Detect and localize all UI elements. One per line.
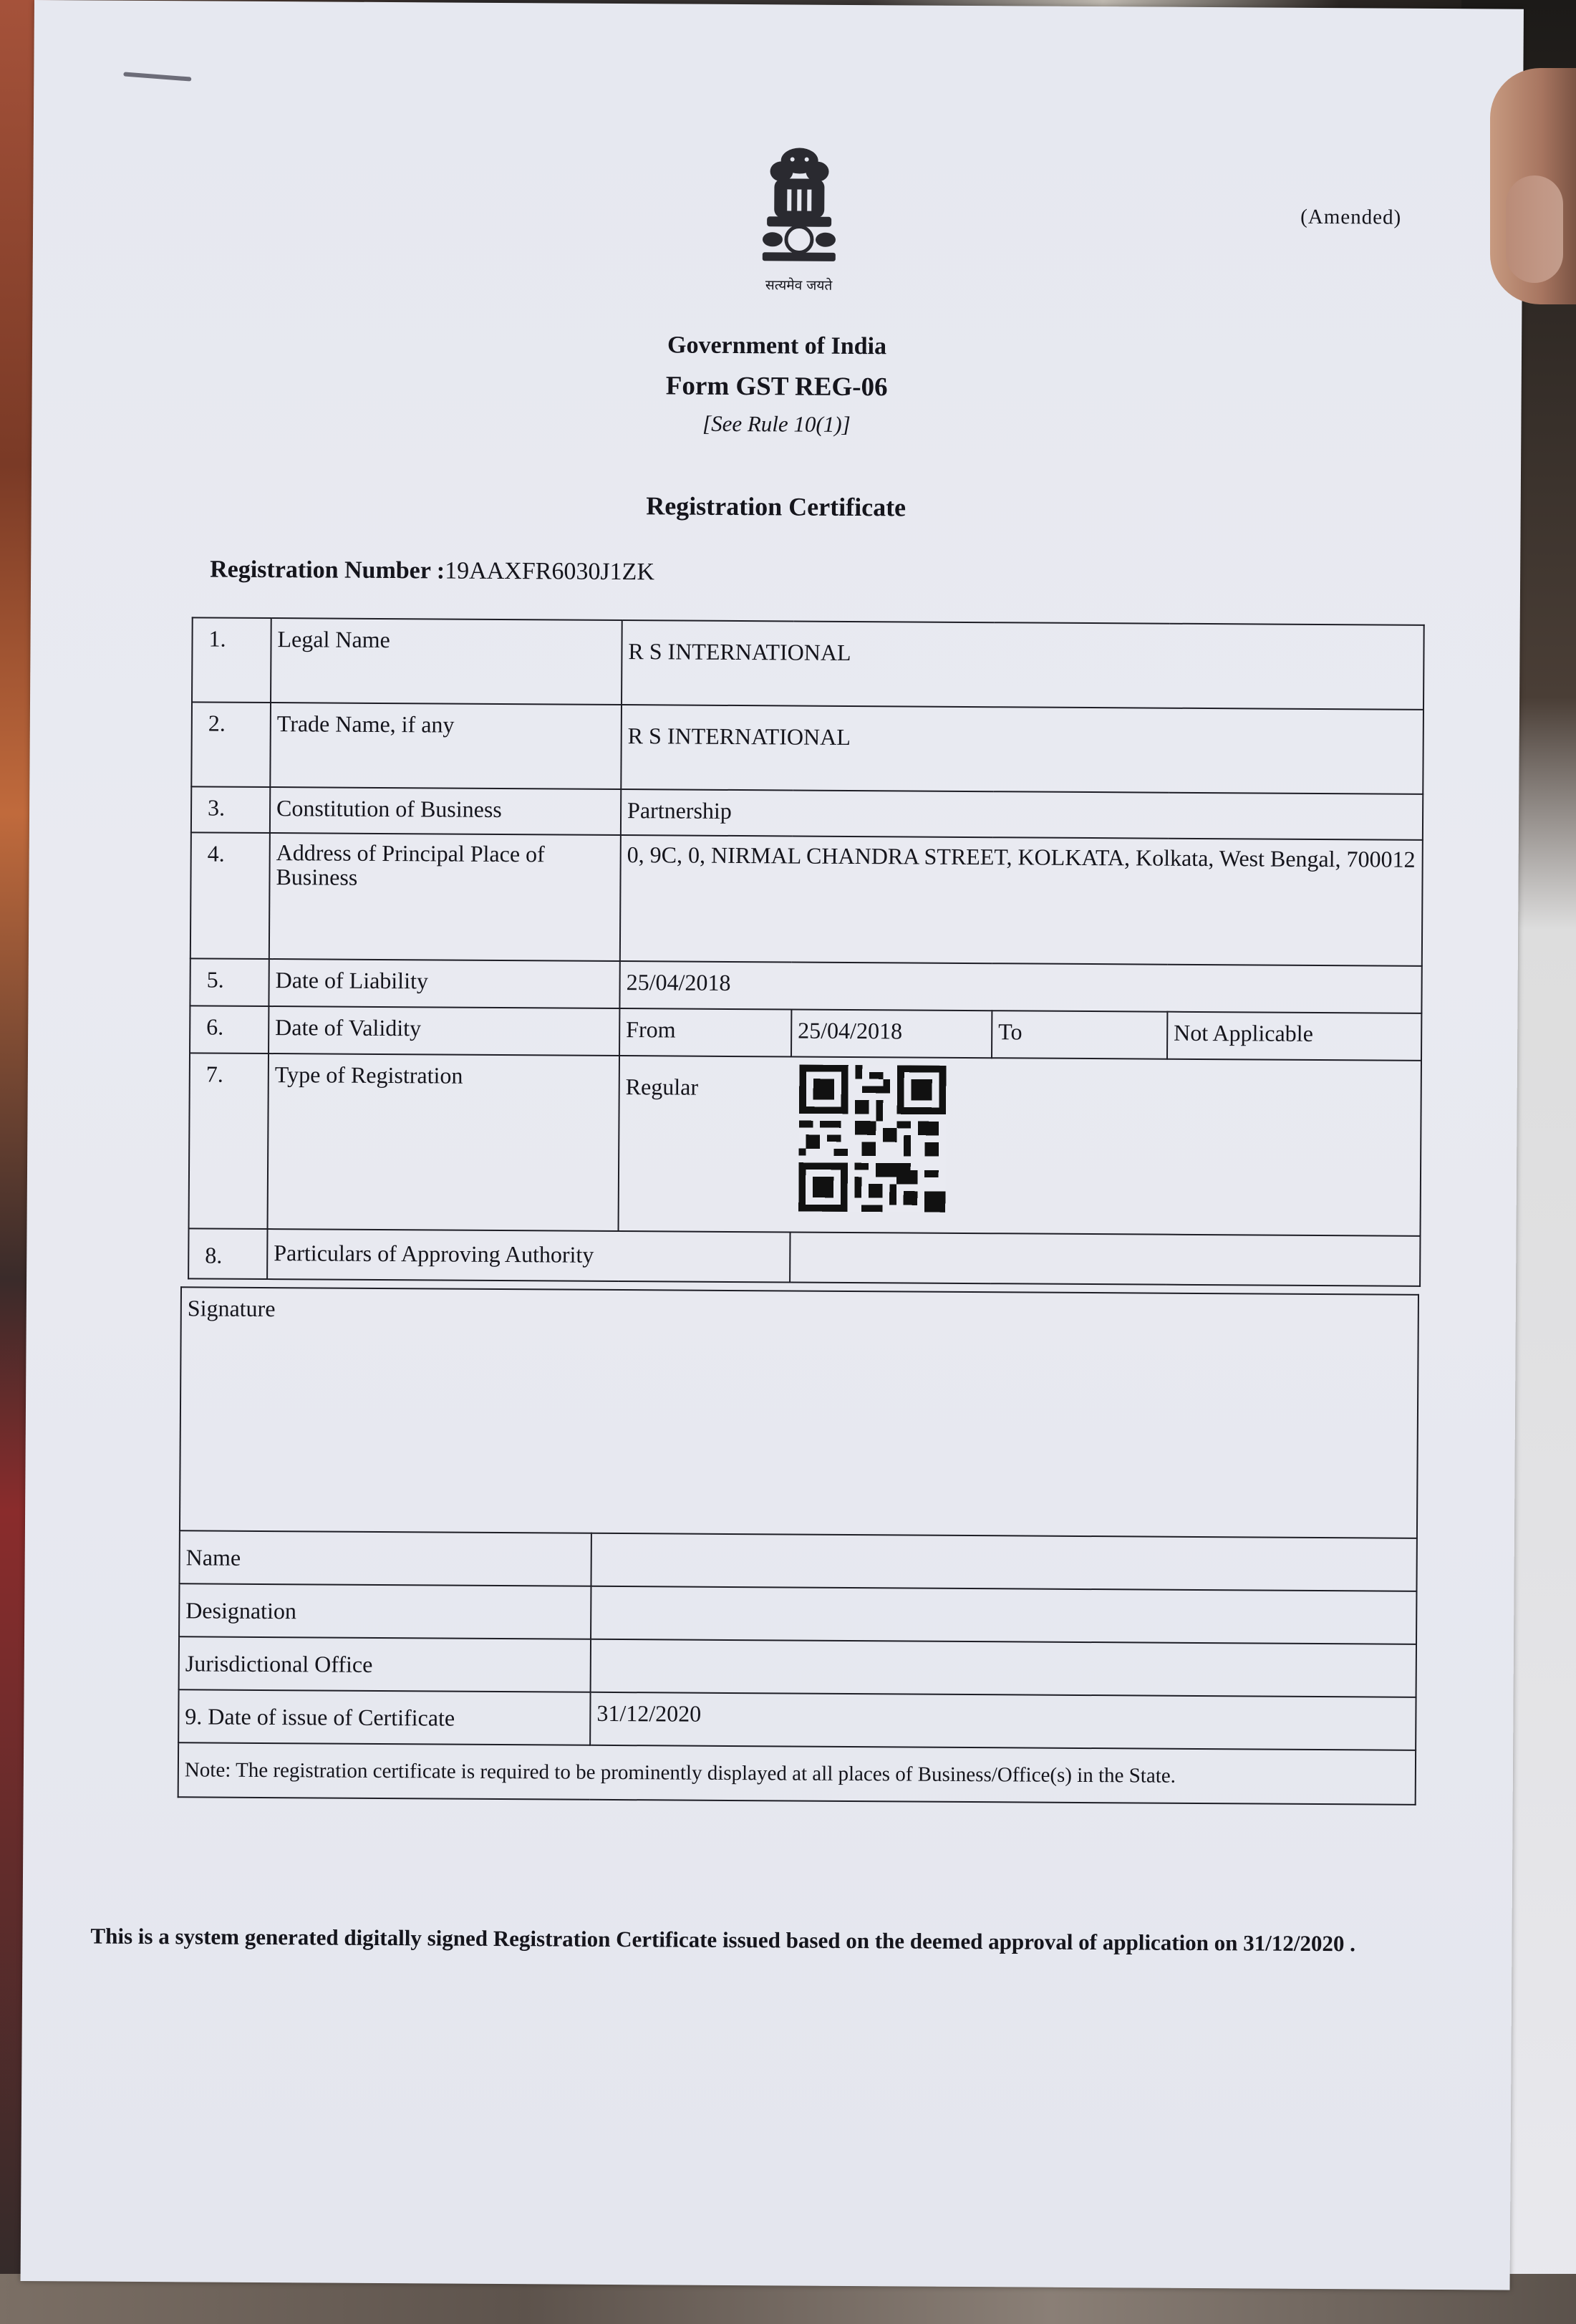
registration-type-value: Regular — [625, 1074, 699, 1100]
issue-date-value: 31/12/2020 — [590, 1692, 1416, 1750]
table-row — [178, 1689, 1416, 1750]
row-label: Address of Principal Place of Business — [269, 833, 621, 961]
name-label: Name — [179, 1530, 591, 1586]
row-number: 3. — [191, 786, 270, 833]
name-value — [591, 1533, 1416, 1591]
table-row — [189, 1053, 1421, 1236]
table-row — [191, 702, 1423, 794]
row-number: 1. — [192, 617, 271, 703]
constitution-value: Partnership — [621, 789, 1423, 840]
validity-to-label: To — [992, 1011, 1167, 1059]
thumb-nail — [1506, 175, 1563, 283]
row-label: Type of Registration — [268, 1053, 619, 1231]
validity-from-label: From — [619, 1008, 791, 1056]
table-row — [190, 1006, 1421, 1061]
row-number: 2. — [191, 702, 271, 787]
qr-code-icon — [797, 1065, 948, 1212]
signature-label: Signature — [180, 1287, 1418, 1538]
validity-from-value: 25/04/2018 — [791, 1009, 992, 1058]
row-number: 5. — [190, 958, 269, 1006]
registration-number-label: Registration Number : — [210, 556, 445, 584]
registration-number-row — [210, 556, 654, 587]
table-row — [191, 786, 1423, 840]
table-row — [179, 1636, 1416, 1697]
table-row — [179, 1530, 1416, 1591]
signature-row — [180, 1287, 1418, 1538]
jurisdiction-value — [591, 1639, 1416, 1697]
validity-to-value: Not Applicable — [1167, 1012, 1421, 1061]
form-name: Form GST REG-06 — [665, 371, 888, 402]
registration-details-table — [188, 617, 1425, 1287]
row-label: Constitution of Business — [270, 787, 621, 835]
table-row — [192, 617, 1424, 710]
note-row — [178, 1742, 1416, 1805]
rule-reference: [See Rule 10(1)] — [702, 410, 851, 437]
row-label: Date of Liability — [269, 959, 619, 1008]
table-row — [179, 1583, 1416, 1644]
designation-label: Designation — [179, 1583, 591, 1639]
authority-table — [178, 1286, 1419, 1805]
trade-name-value: R S INTERNATIONAL — [621, 705, 1423, 794]
approving-authority-value — [790, 1232, 1420, 1286]
table-row — [190, 832, 1423, 966]
liability-date-value: 25/04/2018 — [619, 961, 1421, 1013]
legal-name-value: R S INTERNATIONAL — [622, 620, 1424, 710]
display-note: Note: The registration certificate is required to be prominently displayed at all places of Business/Office(s) in the State. — [178, 1742, 1416, 1805]
issue-date-label: 9. Date of issue of Certificate — [178, 1689, 590, 1745]
hand-thumb — [1490, 68, 1576, 304]
certificate-paper — [21, 0, 1524, 2290]
row-label: Particulars of Approving Authority — [267, 1229, 790, 1282]
national-emblem-icon — [753, 139, 846, 276]
amended-label: (Amended) — [1300, 205, 1402, 229]
row-number: 4. — [190, 832, 270, 959]
designation-value — [591, 1586, 1416, 1644]
row-number: 6. — [190, 1006, 269, 1053]
table-row — [190, 958, 1421, 1013]
footer-statement: This is a system generated digitally signed Registration Certificate issued based on the deemed approval of application on 31/12/2020 . — [90, 1923, 1356, 1957]
row-number: 7. — [189, 1053, 269, 1229]
certificate-title: Registration Certificate — [646, 491, 907, 522]
table-row — [188, 1228, 1420, 1286]
emblem-motto: सत्यमेव जयते — [765, 277, 833, 294]
jurisdiction-label: Jurisdictional Office — [179, 1636, 591, 1692]
staple — [123, 72, 191, 81]
row-label: Legal Name — [271, 618, 622, 705]
address-value: 0, 9C, 0, NIRMAL CHANDRA STREET, KOLKATA, Kolkata, West Bengal, 700012 — [620, 835, 1423, 966]
row-number: 8. — [188, 1228, 267, 1279]
row-label: Trade Name, if any — [270, 703, 622, 789]
government-heading: Government of India — [667, 332, 887, 360]
row-label: Date of Validity — [269, 1006, 619, 1056]
registration-number-value: 19AAXFR6030J1ZK — [445, 557, 655, 586]
registration-type-cell — [619, 1056, 1422, 1236]
